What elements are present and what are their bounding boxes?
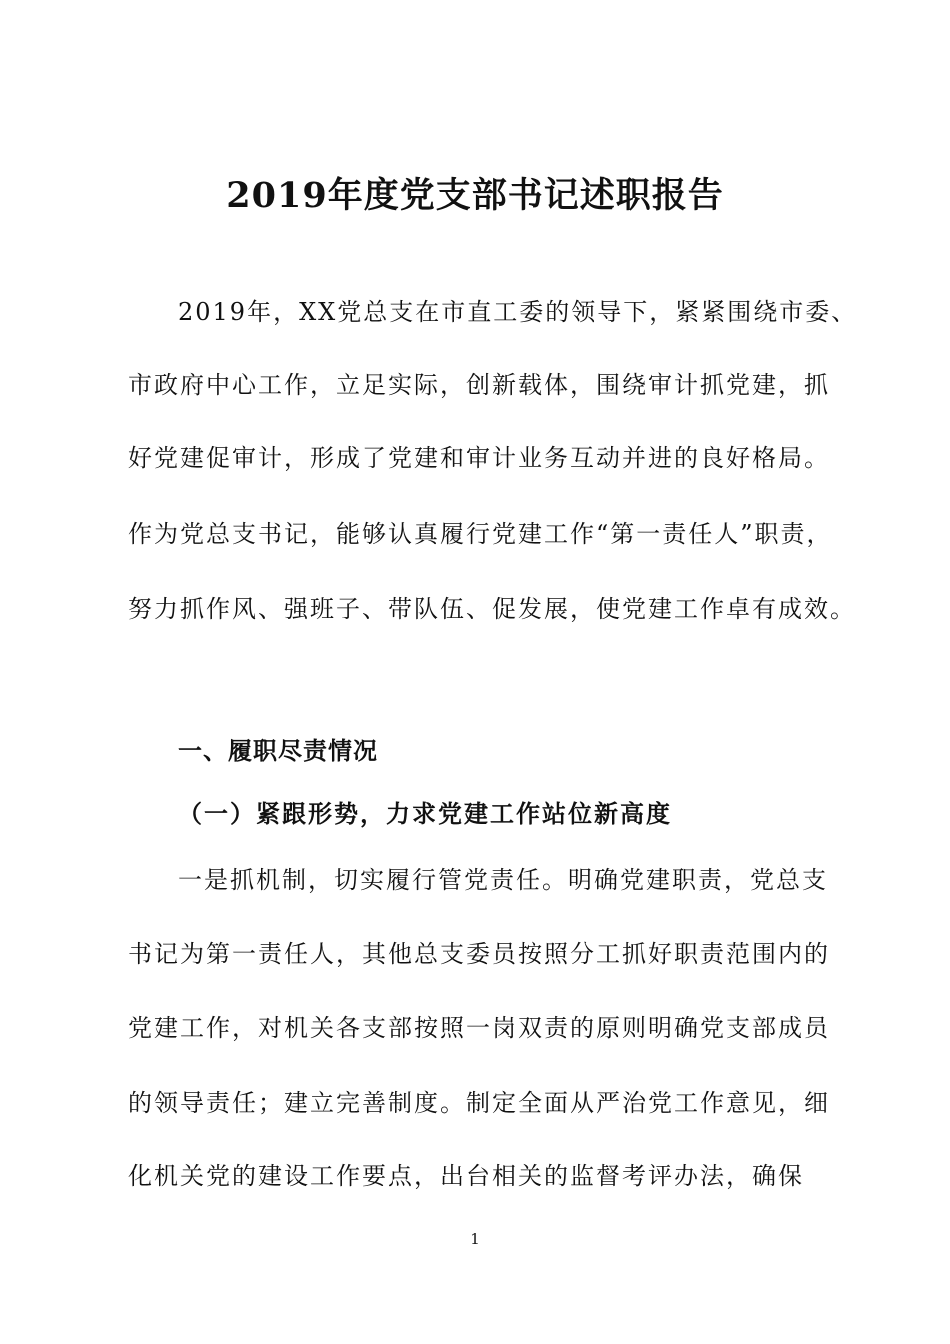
paragraph-line: 市政府中心工作，立足实际，创新载体，围绕审计抓党建，抓 xyxy=(128,371,830,399)
page-number: 1 xyxy=(470,1230,480,1248)
paragraph-line: 的领导责任；建立完善制度。制定全面从严治党工作意见，细 xyxy=(128,1089,830,1117)
paragraph-line: 化机关党的建设工作要点，出台相关的监督考评办法，确保 xyxy=(128,1162,804,1190)
paragraph-line: 党建工作，对机关各支部按照一岗双责的原则明确党支部成员 xyxy=(128,1014,830,1042)
paragraph-line: 好党建促审计，形成了党建和审计业务互动并进的良好格局。 xyxy=(128,444,830,472)
section-heading: 一、履职尽责情况 xyxy=(178,737,378,765)
paragraph-line: 一是抓机制，切实履行管党责任。明确党建职责，党总支 xyxy=(178,866,828,894)
paragraph-line: 努力抓作风、强班子、带队伍、促发展，使党建工作卓有成效。 xyxy=(128,595,856,623)
paragraph-line: 2019年，XX党总支在市直工委的领导下，紧紧围绕市委、 xyxy=(178,298,858,326)
paragraph-line: 作为党总支书记，能够认真履行党建工作“第一责任人”职责， xyxy=(128,520,833,548)
subsection-heading: （一）紧跟形势，力求党建工作站位新高度 xyxy=(178,799,672,828)
document-title: 2019年度党支部书记述职报告 xyxy=(226,175,724,216)
paragraph-line: 书记为第一责任人，其他总支委员按照分工抓好职责范围内的 xyxy=(128,940,830,968)
